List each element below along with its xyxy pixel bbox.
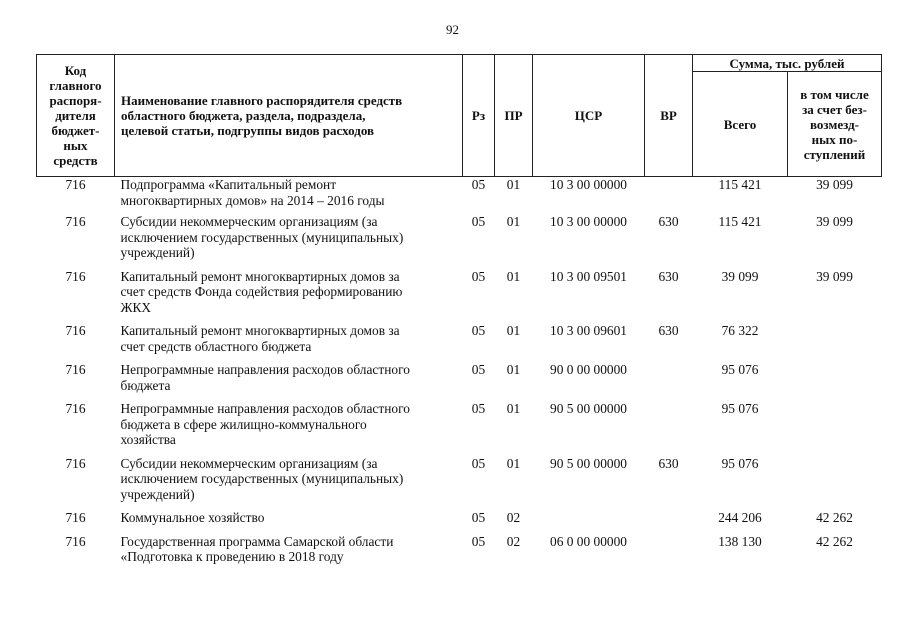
row-total: 138 130	[718, 533, 762, 549]
row-name-line: «Подготовка к проведению в 2018 году	[120, 549, 344, 564]
row-csr: 90 5 00 00000	[550, 401, 627, 416]
row-vr	[645, 177, 693, 215]
row-pr: 01	[506, 323, 521, 338]
header-csr: ЦСР	[533, 55, 645, 177]
header-line: ных	[63, 138, 88, 153]
row-vr: 630	[658, 323, 679, 338]
row-csr: 06 0 00 00000	[550, 533, 627, 549]
header-code	[37, 55, 115, 177]
row-vr	[645, 362, 693, 401]
row-rz: 05	[471, 268, 486, 284]
row-name-line: счет средств областного бюджета	[120, 338, 312, 354]
table-row	[37, 510, 882, 534]
row-vr: 630	[658, 268, 679, 284]
row-incl: 42 262	[816, 510, 853, 525]
row-incl	[788, 323, 882, 362]
header-line: главного	[49, 78, 102, 93]
row-name-line: многоквартирных домов» на 2014 – 2016 годы	[120, 192, 385, 208]
row-total: 95 076	[721, 362, 759, 377]
row-total: 95 076	[721, 455, 759, 471]
row-name-line: бюджета в сфере жилищно-коммунального	[120, 416, 367, 432]
row-rz: 05	[471, 401, 486, 416]
row-total: 76 322	[721, 323, 759, 338]
row-code: 716	[65, 268, 86, 284]
row-csr	[533, 510, 645, 534]
row-total: 244 206	[718, 510, 762, 525]
table-header	[37, 55, 882, 177]
row-incl	[788, 401, 882, 456]
row-pr: 02	[506, 533, 521, 549]
header-name	[115, 55, 463, 177]
row-code: 716	[65, 455, 86, 471]
row-rz: 05	[471, 177, 486, 192]
row-code: 716	[65, 362, 86, 377]
row-csr: 10 3 00 00000	[550, 214, 627, 229]
row-csr: 90 5 00 00000	[550, 455, 627, 471]
row-incl: 39 099	[816, 268, 853, 284]
row-csr: 10 3 00 09501	[550, 268, 627, 284]
row-code: 716	[65, 510, 86, 525]
row-pr: 01	[506, 268, 521, 284]
table-row	[37, 362, 882, 401]
row-code: 716	[65, 533, 86, 549]
row-code: 716	[65, 177, 86, 192]
row-name-line: учреждений)	[120, 486, 195, 502]
row-name-line: Государственная программа Самарской области	[120, 533, 394, 549]
row-total: 115 421	[718, 177, 762, 192]
header-line: средств	[53, 153, 98, 168]
row-name-line: хозяйства	[120, 432, 176, 447]
row-csr: 90 0 00 00000	[550, 362, 627, 377]
row-name-line: Субсидии некоммерческим организациям (за	[120, 214, 378, 229]
row-name	[115, 362, 463, 401]
row-name-line: Непрограммные направления расходов областного	[120, 362, 410, 377]
row-rz: 05	[471, 362, 486, 377]
row-pr: 01	[506, 401, 521, 416]
table-row	[37, 323, 882, 362]
row-name-line: бюджета	[120, 377, 171, 393]
row-csr: 10 3 00 00000	[550, 177, 627, 192]
row-pr: 01	[506, 455, 521, 471]
row-vr: 630	[658, 214, 679, 229]
row-vr: 630	[658, 455, 679, 471]
row-name-line: Капитальный ремонт многоквартирных домов за	[120, 268, 400, 284]
row-code: 716	[65, 323, 86, 338]
header-line: распоря-	[49, 93, 102, 108]
header-sum: Сумма, тыс. рублей	[693, 55, 882, 72]
row-name	[115, 401, 463, 456]
row-rz: 05	[471, 323, 486, 338]
row-name	[115, 534, 463, 573]
row-name	[115, 323, 463, 362]
row-name-line: счет средств Фонда содействия реформированию	[120, 284, 403, 299]
header-line: за счет без-	[802, 101, 867, 117]
row-rz: 05	[471, 533, 486, 549]
row-csr: 10 3 00 09601	[550, 323, 627, 338]
table-body	[37, 177, 882, 573]
header-pr: ПР	[495, 55, 533, 177]
row-vr	[645, 534, 693, 573]
header-line: ных по-	[811, 131, 858, 147]
header-vr: ВР	[645, 55, 693, 177]
budget-table	[36, 54, 882, 573]
row-name	[115, 177, 463, 215]
row-rz: 05	[471, 455, 486, 471]
row-incl: 39 099	[816, 214, 853, 229]
row-name-line: Капитальный ремонт многоквартирных домов за	[120, 323, 400, 338]
table-row	[37, 456, 882, 511]
row-code: 716	[65, 401, 86, 416]
row-total: 95 076	[721, 401, 759, 416]
row-name	[115, 214, 463, 269]
header-total: Всего	[693, 72, 788, 177]
table-row	[37, 534, 882, 573]
table-row	[37, 177, 882, 215]
row-name-line: исключением государственных (муниципальных)	[120, 471, 404, 486]
row-name	[115, 269, 463, 324]
header-line: Наименование главного распорядителя средств	[121, 93, 403, 108]
table-row	[37, 401, 882, 456]
row-total: 39 099	[721, 268, 759, 284]
row-incl: 42 262	[816, 533, 853, 549]
row-name-line: ЖКХ	[120, 299, 152, 315]
row-total: 115 421	[718, 214, 762, 229]
row-incl: 39 099	[816, 177, 853, 192]
row-name-line: исключением государственных (муниципальных)	[120, 229, 404, 245]
row-name-line: учреждений)	[120, 245, 195, 260]
row-name-line: Подпрограмма «Капитальный ремонт	[120, 177, 337, 192]
row-incl	[788, 456, 882, 511]
row-rz: 05	[471, 214, 486, 229]
header-incl	[788, 72, 882, 177]
header-line: Код	[64, 63, 87, 78]
row-incl	[788, 362, 882, 401]
row-name-line: Коммунальное хозяйство	[120, 510, 265, 525]
row-pr: 01	[506, 214, 521, 229]
header-line: дителя	[55, 108, 96, 123]
row-pr: 02	[506, 510, 521, 525]
header-line: ступлений	[803, 146, 866, 162]
table-row	[37, 214, 882, 269]
row-name	[115, 510, 463, 534]
header-rz: Рз	[463, 55, 495, 177]
row-name-line: Непрограммные направления расходов областного	[120, 401, 410, 416]
table-row	[37, 269, 882, 324]
row-vr	[645, 510, 693, 534]
row-name-line: Субсидии некоммерческим организациям (за	[120, 455, 378, 471]
header-line: возмезд-	[810, 116, 859, 132]
row-name	[115, 456, 463, 511]
page-number: 92	[446, 22, 459, 37]
header-line: целевой статьи, подгруппы видов расходов	[121, 123, 375, 138]
row-pr: 01	[506, 362, 521, 377]
header-line: бюджет-	[51, 123, 100, 138]
row-code: 716	[65, 214, 86, 229]
header-line: в том числе	[800, 86, 869, 102]
row-vr	[645, 401, 693, 456]
row-pr: 01	[506, 177, 521, 192]
row-rz: 05	[471, 510, 486, 525]
header-line: областного бюджета, раздела, подраздела,	[121, 108, 366, 123]
